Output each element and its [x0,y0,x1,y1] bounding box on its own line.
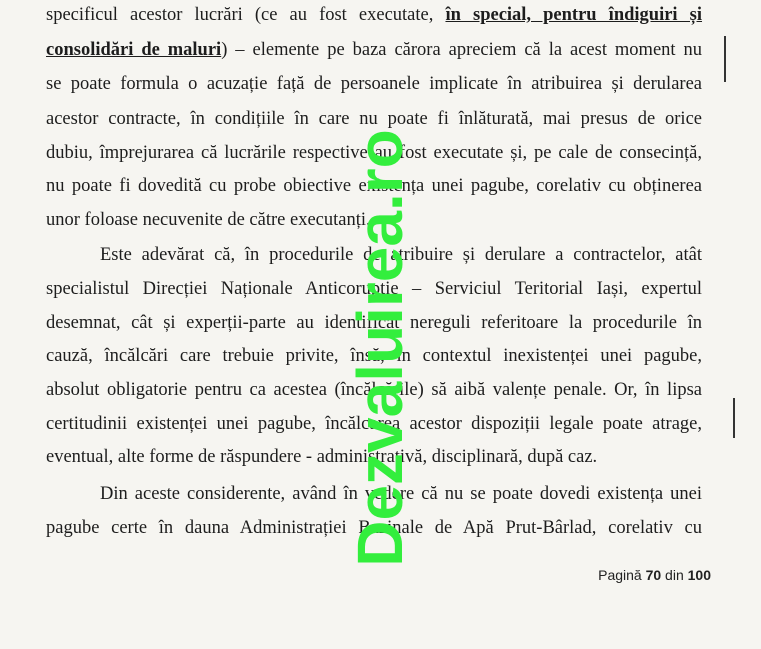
text-line-4: acestor contracte, în condițiile în care nu poate fi înlăturată, mai presus de orice [46,109,702,129]
text-line-8: Este adevărat că, în procedurile de atribuire și derulare a contractelor, atât [100,245,702,265]
watermark-text: Dezvaluirea.ro [344,128,416,567]
text-line-12: absolut obligatorie pentru ca acestea (încălcările) să aibă valențe penale. Or, în lipsa [46,380,702,400]
text-line-16: pagube certe în dauna Administrației Bazinale de Apă Prut-Bârlad, corelativ cu [46,518,702,538]
text-line-7: unor foloase necuvenite de către executanți. [46,210,371,230]
text-line-5: dubiu, împrejurarea că lucrările respective au fost executate și, pe cale de consecință, [46,143,702,163]
text-line-2: consolidări de maluri) – elemente pe baza cărora apreciem că la acest moment nu [46,40,702,60]
text-line-14: eventual, alte forme de răspundere - administrativă, disciplinară, după caz. [46,447,598,467]
text-line-10: desemnat, cât și experții-parte au identificat nereguli referitoare la procedurile în [46,313,702,333]
text-line-3: se poate formula o acuzație față de persoanele implicate în atribuirea și derularea [46,74,702,94]
margin-mark [724,36,726,82]
page-footer: Pagină 70 din 100 [598,567,711,583]
text-line-1: specificul acestor lucrări (ce au fost executate, în special, pentru îndiguiri și [46,5,703,25]
text-line-11: cauză, încălcări care trebuie privite, însă, în contextul inexistenței unei pagube, [46,346,702,366]
text-line-13: certitudinii existenței unei pagube, încălcarea acestor dispoziții legale poate atrage, [46,414,702,434]
margin-mark [733,398,735,438]
text-line-6: nu poate fi dovedită cu probe obiective existența unei pagube, corelativ cu obținerea [46,176,702,196]
text-line-15: Din aceste considerente, având în vedere că nu se poate dovedi existența unei [100,484,702,504]
text-line-9: specialistul Direcției Naționale Anticorupție – Serviciul Teritorial Iași, expertul [46,279,702,299]
watermark [345,60,415,635]
